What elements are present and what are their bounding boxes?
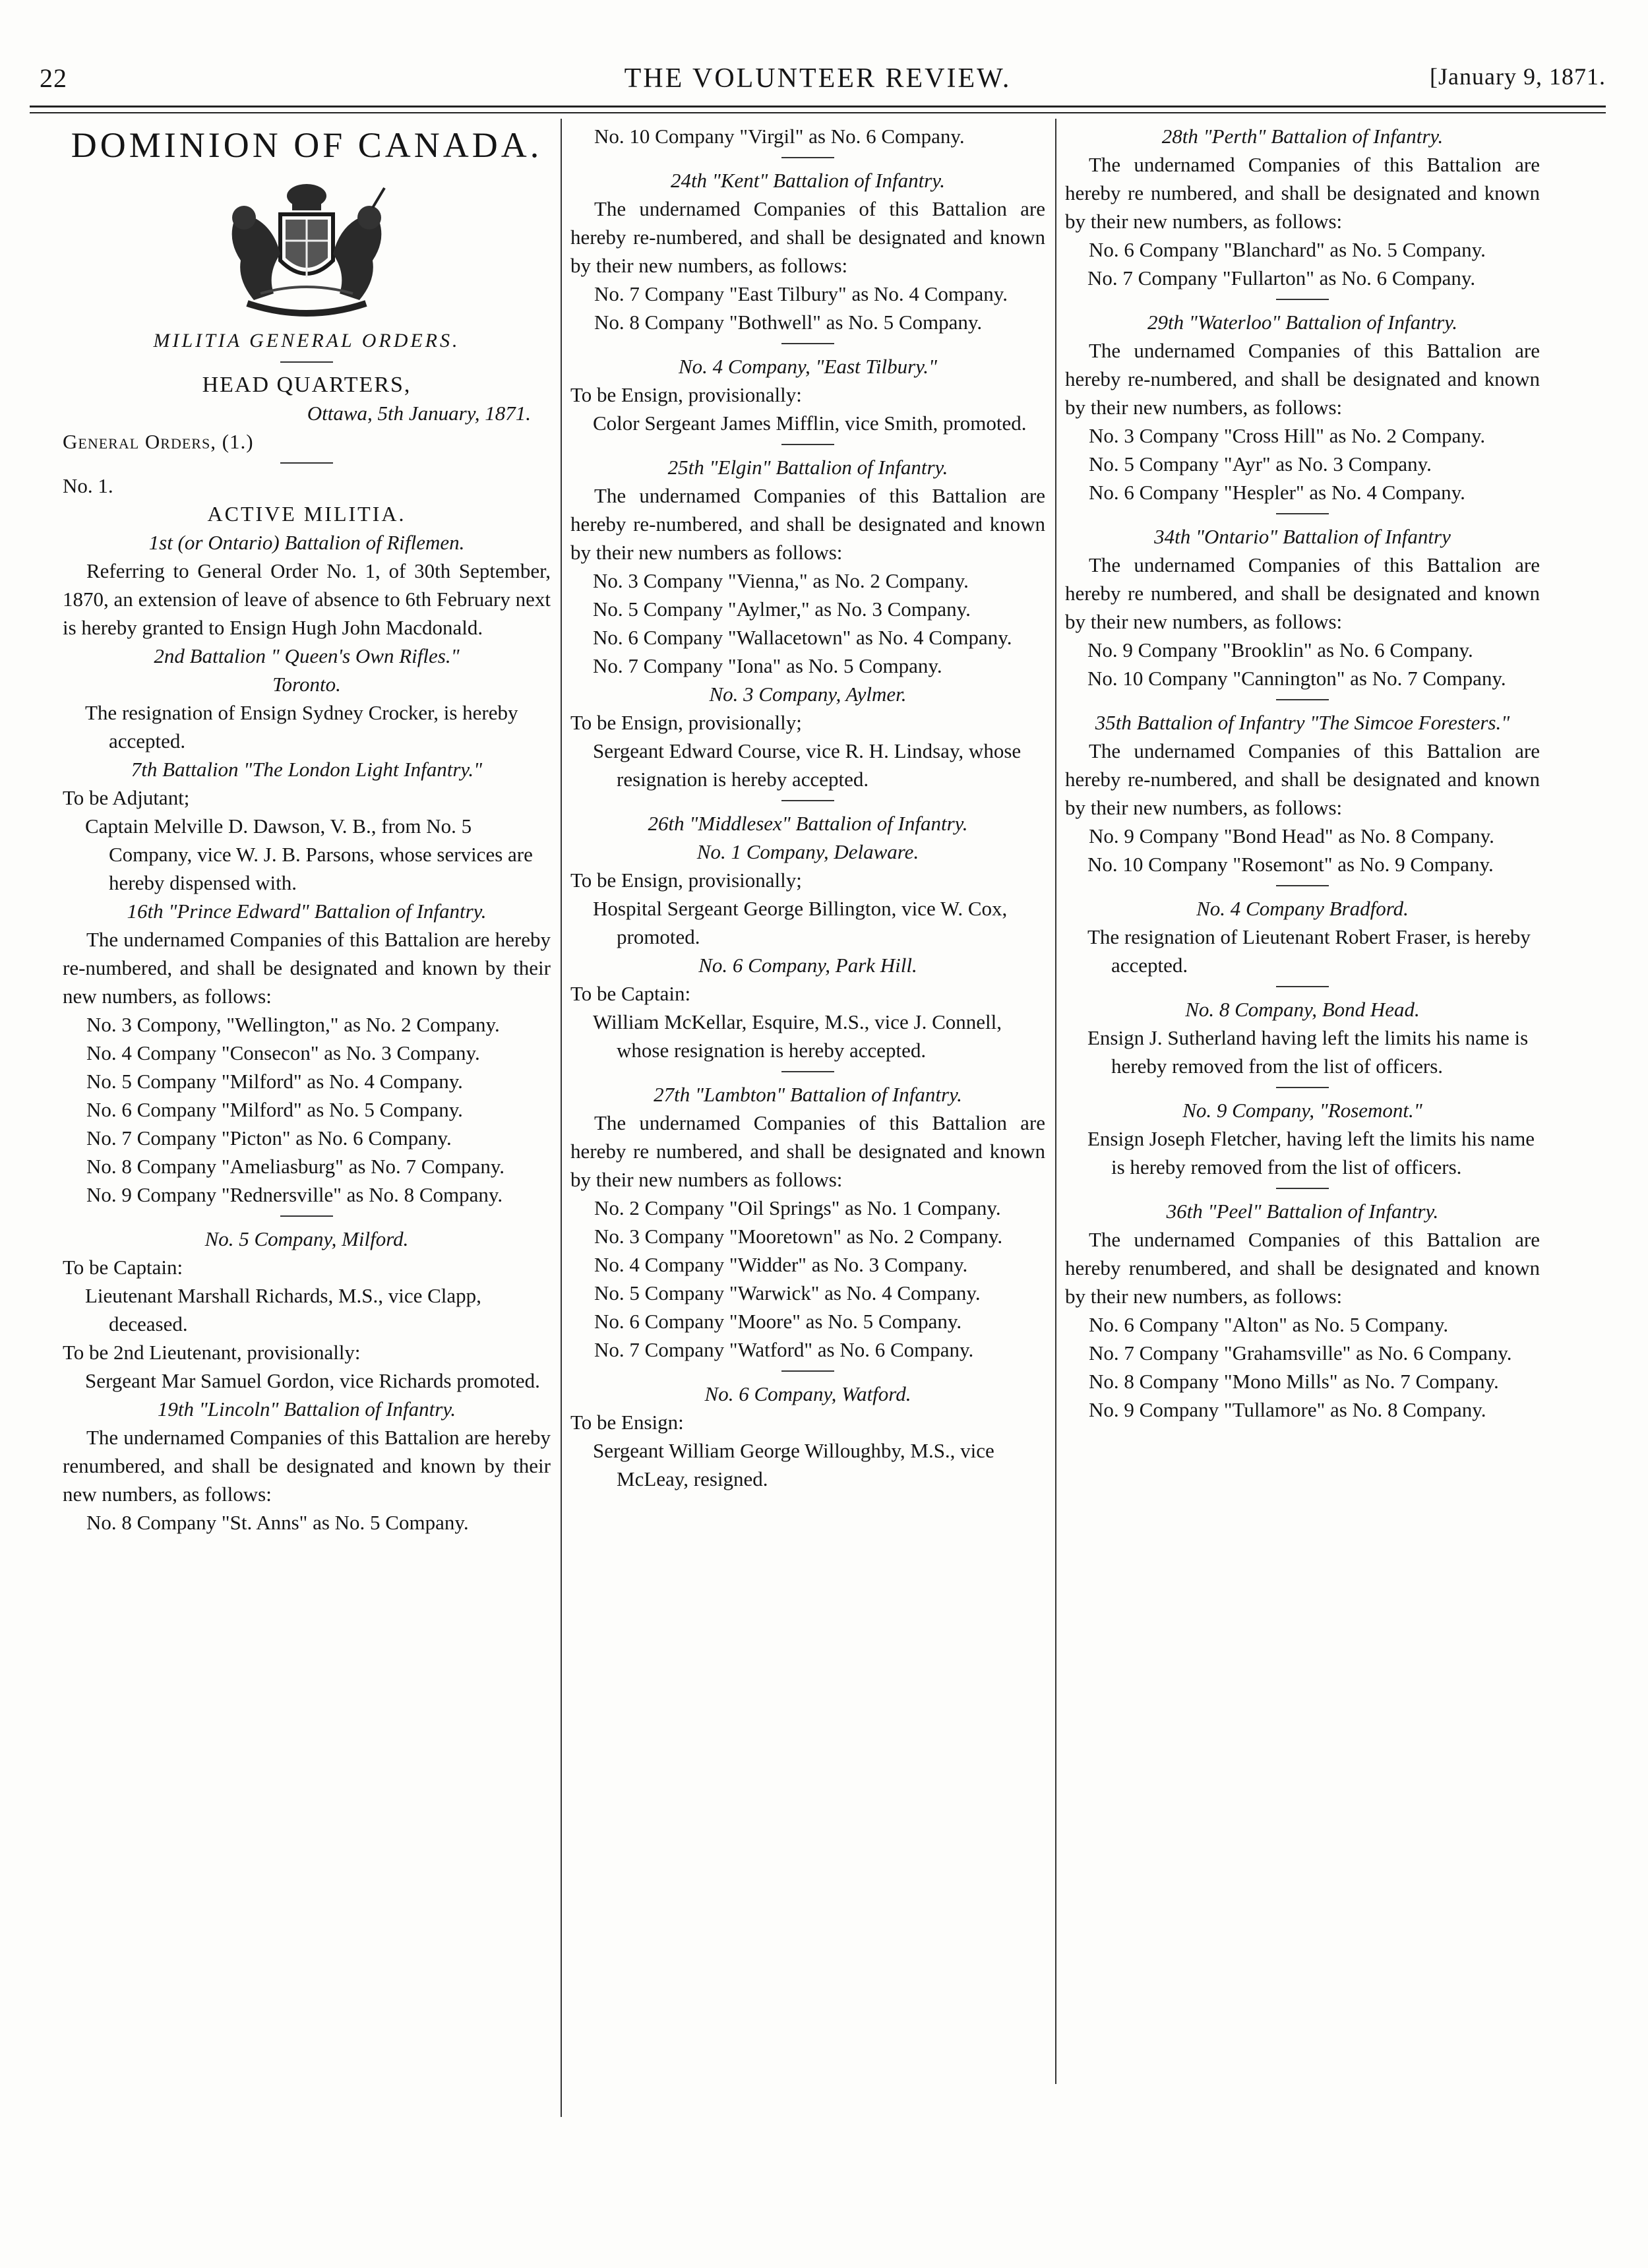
section-text: The undernamed Companies of this Battalion are hereby re-numbered, and shall be designated and known by their new numbers as follows: — [570, 484, 1045, 564]
separator — [781, 343, 834, 344]
section-heading: 1st (or Ontario) Battalion of Riflemen. — [148, 531, 465, 554]
column-divider — [561, 119, 562, 2117]
list-item: No. 9 Company "Bond Head" as No. 8 Company. — [1089, 824, 1494, 847]
list-item: No. 10 Company "Cannington" as No. 7 Company. — [1087, 667, 1506, 690]
list-item: No. 4 Company "Widder" as No. 3 Company. — [594, 1253, 968, 1276]
page-number: 22 — [40, 63, 67, 93]
appointment-line: Sergeant Mar Samuel Gordon, vice Richards promoted. — [85, 1369, 540, 1392]
appointment-line: To be Captain: — [570, 982, 691, 1005]
list-item: No. 7 Company "East Tilbury" as No. 4 Company. — [594, 282, 1008, 305]
issue-date: [January 9, 1871. — [1430, 63, 1606, 90]
separator — [1276, 1188, 1329, 1189]
appointment-line: To be Ensign, provisionally; — [570, 869, 802, 892]
list-item: No. 7 Company "Grahamsville" as No. 6 Company. — [1089, 1341, 1512, 1364]
appointment-line: To be Adjutant; — [63, 786, 190, 809]
section-subheading: Toronto. — [272, 673, 341, 696]
list-item: No. 5 Company "Aylmer," as No. 3 Company. — [593, 598, 971, 621]
appointment-line: To be 2nd Lieutenant, provisionally: — [63, 1341, 361, 1364]
list-item: No. 9 Company "Brooklin" as No. 6 Company. — [1087, 638, 1473, 661]
section-text: Ensign Joseph Fletcher, having left the limits his name is hereby removed from the list of officers. — [1087, 1127, 1535, 1179]
column-3 — [1065, 122, 1540, 1424]
separator — [1276, 299, 1329, 300]
appointment-line: Captain Melville D. Dawson, V. B., from No. 5 Company, vice W. J. B. Parsons, whose services are hereby dispensed with. — [85, 814, 533, 894]
section-text: The undernamed Companies of this Battalion are hereby renumbered, and shall be designated and known by their new numbers, as follows: — [63, 1426, 551, 1506]
list-item: No. 6 Company "Blanchard" as No. 5 Company. — [1089, 238, 1486, 261]
section-heading: 35th Battalion of Infantry "The Simcoe Foresters." — [1095, 711, 1510, 734]
column-1 — [63, 122, 551, 1537]
section-heading: No. 6 Company, Watford. — [704, 1382, 911, 1405]
header-rule — [30, 106, 1606, 107]
appointment-line: To be Captain: — [63, 1256, 183, 1279]
section-heading: No. 9 Company, "Rosemont." — [1182, 1099, 1422, 1122]
section-heading: 7th Battalion "The London Light Infantry." — [131, 758, 483, 781]
section-heading: No. 4 Company, "East Tilbury." — [678, 355, 938, 378]
royal-coat-of-arms-icon — [208, 181, 406, 320]
list-item: No. 6 Company "Hespler" as No. 4 Company. — [1089, 481, 1465, 504]
appointment-line: To be Ensign, provisionally: — [570, 383, 802, 406]
section-heading: 2nd Battalion " Queen's Own Rifles." — [154, 644, 460, 667]
order-number: No. 1. — [63, 474, 113, 497]
list-item: No. 3 Company "Cross Hill" as No. 2 Company. — [1089, 424, 1486, 447]
list-item: No. 8 Company "Mono Mills" as No. 7 Company. — [1089, 1370, 1499, 1393]
separator — [1276, 513, 1329, 514]
section-text: The resignation of Lieutenant Robert Fraser, is hereby accepted. — [1087, 925, 1531, 977]
section-text: Ensign J. Sutherland having left the limits his name is hereby removed from the list of officers. — [1087, 1026, 1529, 1078]
separator — [280, 462, 333, 464]
appointment-line: Sergeant Edward Course, vice R. H. Lindsay, whose resignation is hereby accepted. — [593, 739, 1022, 791]
separator — [1276, 1087, 1329, 1088]
separator — [781, 444, 834, 445]
dateline: Ottawa, 5th January, 1871. — [307, 402, 531, 425]
header-rule-thin — [30, 112, 1606, 113]
list-item: No. 7 Company "Fullarton" as No. 6 Company. — [1087, 266, 1476, 290]
section-text: The undernamed Companies of this Battalion are hereby re numbered, and shall be designated and known by their new numbers as follows: — [570, 1111, 1045, 1191]
appointment-line: To be Ensign: — [570, 1411, 684, 1434]
active-militia-heading: ACTIVE MILITIA. — [207, 502, 406, 526]
section-heading: 29th "Waterloo" Battalion of Infantry. — [1147, 311, 1458, 334]
list-item: No. 2 Company "Oil Springs" as No. 1 Company. — [594, 1196, 1001, 1219]
section-heading: 25th "Elgin" Battalion of Infantry. — [667, 456, 948, 479]
militia-general-orders: MILITIA GENERAL ORDERS. — [153, 330, 460, 352]
appointment-line: Lieutenant Marshall Richards, M.S., vice Clapp, deceased. — [85, 1284, 481, 1335]
list-item: No. 3 Compony, "Wellington," as No. 2 Company. — [86, 1013, 500, 1036]
list-item: No. 6 Company "Moore" as No. 5 Company. — [594, 1310, 962, 1333]
separator — [1276, 986, 1329, 987]
section-heading: No. 8 Company, Bond Head. — [1185, 998, 1420, 1021]
section-subheading: No. 1 Company, Delaware. — [696, 840, 919, 863]
appointment-line: Color Sergeant James Mifflin, vice Smith, promoted. — [593, 412, 1027, 435]
section-text: The resignation of Ensign Sydney Crocker, is hereby accepted. — [85, 701, 518, 752]
list-item: No. 6 Company "Wallacetown" as No. 4 Company. — [593, 626, 1012, 649]
list-item: No. 7 Company "Iona" as No. 5 Company. — [593, 654, 942, 677]
separator — [280, 361, 333, 363]
separator — [1276, 885, 1329, 886]
page-header — [30, 63, 1606, 109]
section-heading: 26th "Middlesex" Battalion of Infantry. — [648, 812, 968, 835]
list-item: No. 9 Company "Rednersville" as No. 8 Company. — [86, 1183, 503, 1206]
list-item: No. 8 Company "Ameliasburg" as No. 7 Company. — [86, 1155, 505, 1178]
separator — [781, 1370, 834, 1372]
section-heading: 36th "Peel" Battalion of Infantry. — [1166, 1200, 1439, 1223]
list-item: No. 3 Company "Vienna," as No. 2 Company. — [593, 569, 969, 592]
section-heading: 16th "Prince Edward" Battalion of Infantry. — [127, 900, 487, 923]
separator — [781, 1071, 834, 1072]
list-item: No. 7 Company "Picton" as No. 6 Company. — [86, 1126, 452, 1149]
section-text: The undernamed Companies of this Battalion are hereby re-numbered, and shall be designated and known by their new numbers, as follows: — [63, 928, 551, 1008]
general-orders: General Orders, (1.) — [63, 430, 254, 453]
separator — [1276, 699, 1329, 700]
appointment-line: William McKellar, Esquire, M.S., vice J. Connell, whose resignation is hereby accepted. — [593, 1010, 1002, 1062]
section-text: The undernamed Companies of this Battalion are hereby renumbered, and shall be designated and known by their new numbers, as follows: — [1065, 1228, 1540, 1308]
section-text: The undernamed Companies of this Battalion are hereby re-numbered, and shall be designated and known by their new numbers, as follows: — [1065, 739, 1540, 819]
appointment-line: To be Ensign, provisionally; — [570, 711, 802, 734]
list-item: No. 5 Company "Milford" as No. 4 Company. — [86, 1070, 463, 1093]
section-text: The undernamed Companies of this Battalion are hereby re-numbered, and shall be designated and known by their new numbers, as follows: — [570, 197, 1045, 277]
list-item: No. 6 Company "Milford" as No. 5 Company. — [86, 1098, 463, 1121]
appointment-line: Sergeant William George Willoughby, M.S., vice McLeay, resigned. — [593, 1439, 994, 1490]
column-2 — [570, 122, 1045, 1493]
dominion-heading: DOMINION OF CANADA. — [71, 125, 543, 165]
list-item: No. 5 Company "Warwick" as No. 4 Company. — [594, 1281, 981, 1304]
section-text: The undernamed Companies of this Battalion are hereby re numbered, and shall be designated and known by their new numbers, as follows: — [1065, 153, 1540, 233]
separator — [280, 1215, 333, 1217]
list-item: No. 3 Company "Mooretown" as No. 2 Company. — [594, 1225, 1003, 1248]
list-item: No. 8 Company "Bothwell" as No. 5 Company. — [594, 311, 983, 334]
publication-title: THE VOLUNTEER REVIEW. — [624, 63, 1012, 94]
column-divider — [1055, 119, 1056, 2084]
section-heading: 28th "Perth" Battalion of Infantry. — [1161, 125, 1444, 148]
section-heading: No. 6 Company, Park Hill. — [698, 954, 917, 977]
section-heading: 24th "Kent" Battalion of Infantry. — [670, 169, 946, 192]
list-item: No. 5 Company "Ayr" as No. 3 Company. — [1089, 452, 1432, 475]
head-quarters: HEAD QUARTERS, — [202, 373, 412, 397]
section-heading: 27th "Lambton" Battalion of Infantry. — [654, 1083, 962, 1106]
list-item: No. 7 Company "Watford" as No. 6 Company. — [594, 1338, 974, 1361]
section-text: The undernamed Companies of this Battalion are hereby re-numbered, and shall be designated and known by their new numbers, as follows: — [1065, 339, 1540, 419]
list-item: No. 4 Company "Consecon" as No. 3 Company. — [86, 1041, 480, 1064]
separator — [781, 157, 834, 158]
list-item: No. 6 Company "Alton" as No. 5 Company. — [1089, 1313, 1449, 1336]
section-heading: 34th "Ontario" Battalion of Infantry — [1154, 525, 1451, 548]
appointment-line: Hospital Sergeant George Billington, vice W. Cox, promoted. — [593, 897, 1008, 948]
list-item: No. 8 Company "St. Anns" as No. 5 Company. — [86, 1511, 469, 1534]
separator — [781, 800, 834, 801]
section-text: Referring to General Order No. 1, of 30th September, 1870, an extension of leave of absence to 6th February next is hereby granted to Ensign Hugh John Macdonald. — [63, 559, 551, 639]
section-heading: No. 5 Company, Milford. — [204, 1227, 409, 1250]
list-item: No. 9 Company "Tullamore" as No. 8 Company. — [1089, 1398, 1486, 1421]
list-item: No. 10 Company "Virgil" as No. 6 Company. — [594, 125, 965, 148]
section-heading: 19th "Lincoln" Battalion of Infantry. — [157, 1397, 456, 1421]
list-item: No. 10 Company "Rosemont" as No. 9 Company. — [1087, 853, 1494, 876]
section-text: The undernamed Companies of this Battalion are hereby re numbered, and shall be designated and known by their new numbers, as follows: — [1065, 553, 1540, 633]
section-heading: No. 4 Company Bradford. — [1196, 897, 1409, 920]
section-heading: No. 3 Company, Aylmer. — [709, 683, 907, 706]
